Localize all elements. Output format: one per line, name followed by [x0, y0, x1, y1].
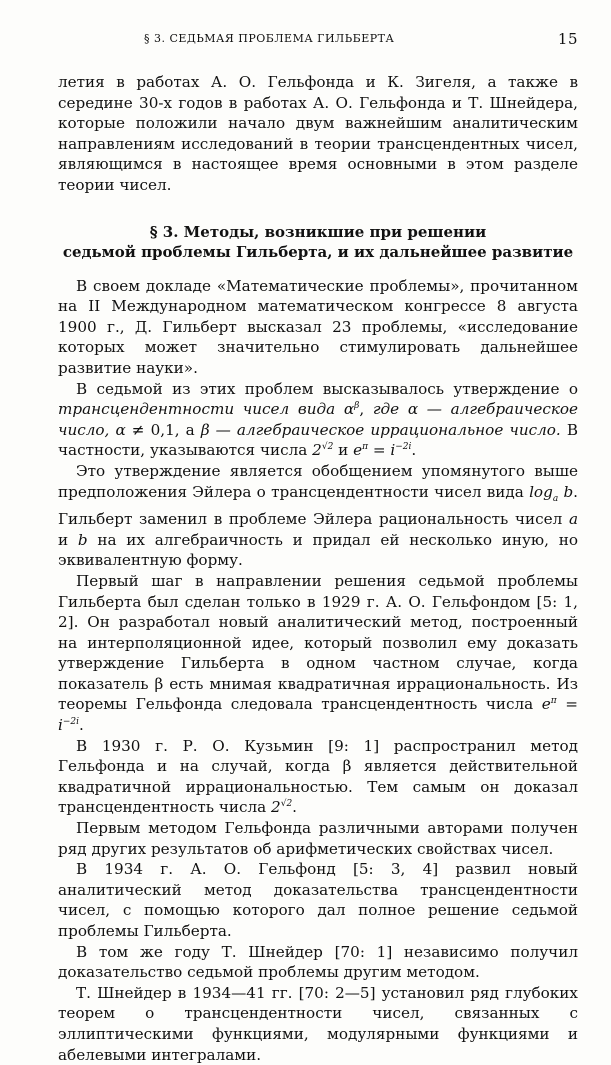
running-header: [58, 30, 578, 50]
paragraph-schneider-1934-41: Т. Шнейдер в 1934—41 гг. [70: 2—5] установил ряд глубоких теорем о трансцендентности чисел, связанных с эллиптическими функциями, модулярными функциями и абелевыми интегралами.: [58, 983, 578, 1064]
paragraph-continuation: летия в работах А. О. Гельфонда и К. Зигеля, а также в середине 30-х годов в работах А. О. Гельфонда и Т. Шнейдера, которые положили начало двум важнейшим аналитическим направлениям исследований в теории трансцендентных чисел, являющимся в настоящее время основными в этом разделе теории чисел.: [58, 73, 578, 194]
section-heading-line-2: седьмой проблемы Гильберта, и их дальнейшее развитие: [62, 242, 574, 261]
paragraph-schneider-1934: В том же году Т. Шнейдер [70: 1] независимо получил доказательство седьмой проблемы другим методом.: [58, 942, 578, 982]
paragraph-kuzmin-1930: В 1930 г. Р. О. Кузьмин [9: 1] распространил метод Гельфонда и на случай, когда β является действительной квадратичной иррациональностью. Тем самым он доказал трансцендентность числа $2^{√2}$.: [58, 736, 578, 817]
section-heading-line-1: § 3. Методы, возникшие при решении: [149, 222, 487, 241]
paragraph-gelfond-1934: В 1934 г. А. О. Гельфонд [5: 3, 4] развил новый аналитический метод доказательства трансцендентности чисел, с помощью которого дал полное решение седьмой проблемы Гильберта.: [58, 860, 578, 940]
paragraph-hilbert-report: В своем докладе «Математические проблемы», прочитанном на II Международном математическом конгрессе 8 августа 1900 г., Д. Гильберт высказал 23 проблемы, «исследование которых может значительно стимулировать дальнейшее развитие науки».: [58, 276, 578, 377]
running-title: § 3. СЕДЬМАЯ ПРОБЛЕМА ГИЛЬБЕРТА: [144, 32, 395, 45]
page-number: 15: [557, 30, 578, 48]
paragraph-seventh-problem: В седьмой из этих проблем высказывалось утверждение о трансцендентности чисел вида $\alpha^\beta$, где α — алгебраическое число, α ≠ 0,1, a β — алгебраическое иррациональное число. В частности, указываются числа $2^{√2}$ и $e^\pi = i^{-2i}$.: [58, 379, 579, 460]
section-heading: [58, 222, 578, 262]
paragraph-gelfond-1929: Первый шаг в направлении решения седьмой проблемы Гильберта был сделан только в 1929 г. А. О. Гельфондом [5: 1, 2]. Он разработал новый аналитический метод, построенный на интерполяционной идее, который позволил ему доказать утверждение Гильберта в одном частном случае, когда показатель β есть мнимая квадратичная иррациональность. Из теоремы Гельфонда следовала трансцендентность числа $e^\pi = i^{-2i}$.: [58, 571, 578, 735]
body-text: [58, 72, 578, 1065]
paragraph-other-results: Первым методом Гельфонда различными авторами получен ряд других результатов об арифметических свойствах чисел.: [58, 819, 578, 858]
paragraph-euler-conjecture: Это утверждение является обобщением упомянутого выше предположения Эйлера о трансцендентности чисел вида $\log_a b$. Гильберт заменил в проблеме Эйлера рациональность чисел a и b на их алгебраичность и придал ей несколько иную, но эквивалентную форму.: [58, 461, 579, 570]
